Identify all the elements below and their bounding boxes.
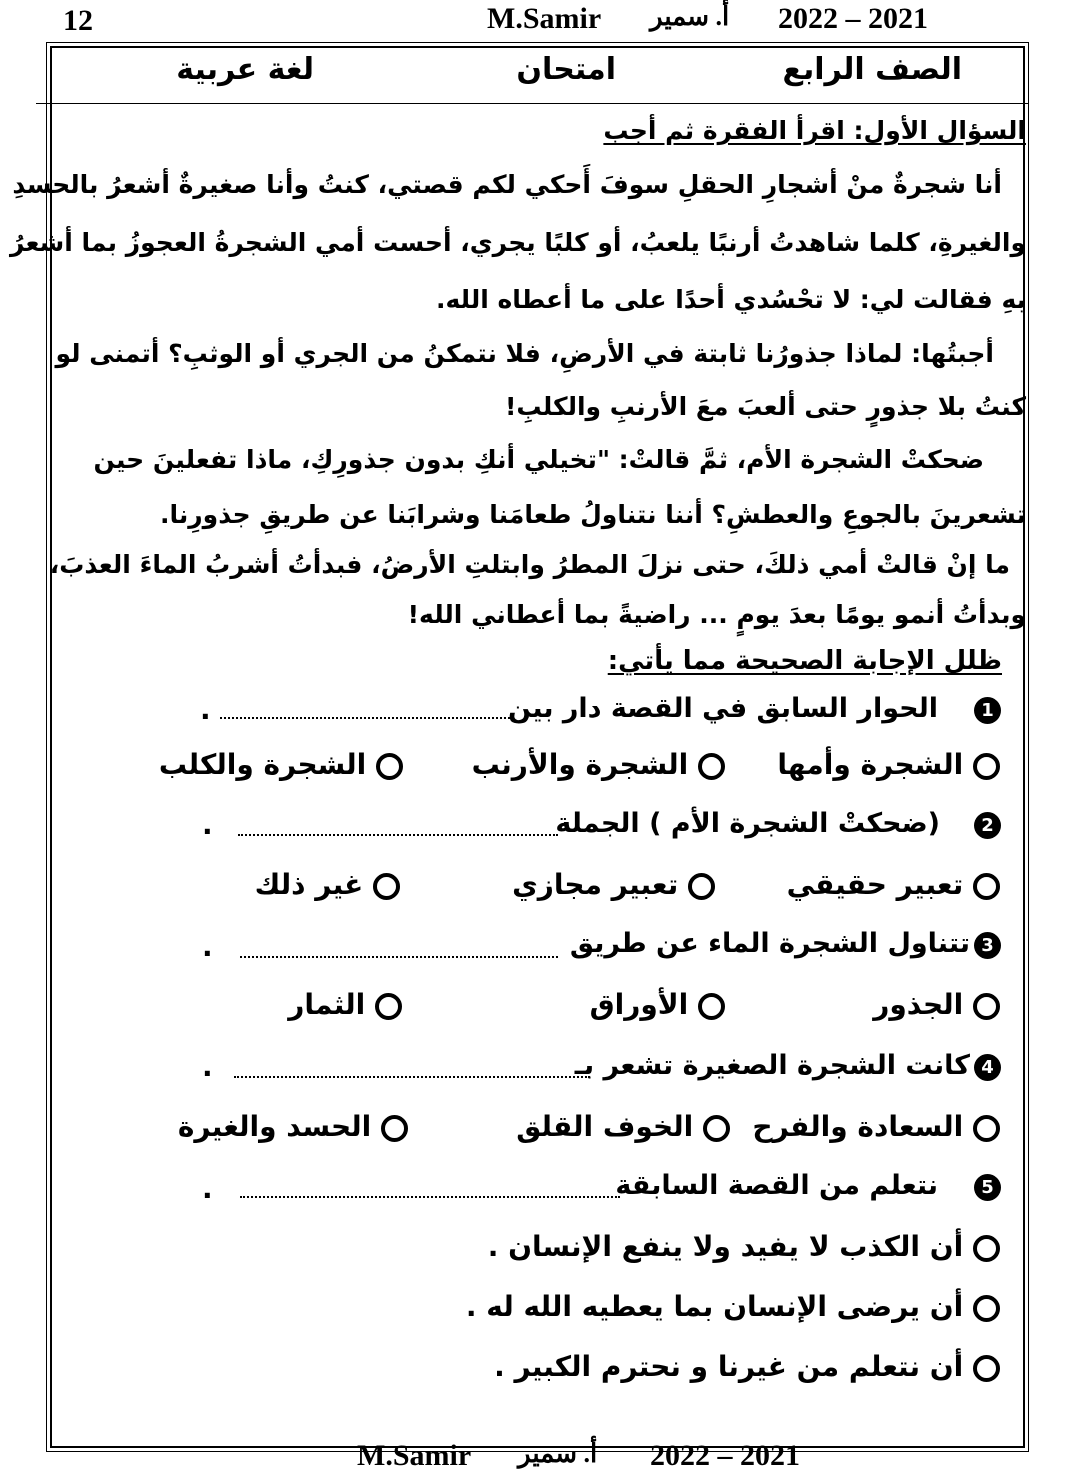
option-radio[interactable]: الشجرة وأمها <box>777 748 1000 781</box>
option-radio[interactable]: الثمار <box>288 988 402 1021</box>
question-text: تتناول الشجرة الماء عن طريق <box>569 928 970 959</box>
title-divider <box>36 103 1029 104</box>
passage-line: كنتُ بلا جذورٍ حتى ألعبَ معَ الأرنبِ والكلبِ! <box>504 392 1026 421</box>
passage-line: والغيرةِ، كلما شاهدتُ أرنبًا يلعبُ، أو كلبًا يجري، أحست أمي الشجرةُ العجوزُ بما أشعرُ <box>9 228 1026 257</box>
option-radio[interactable]: الحسد والغيرة <box>178 1110 408 1143</box>
passage-line: ما إنْ قالتْ أمي ذلكَ، حتى نزلَ المطرُ وابتلتِ الأرضُ، فبدأتُ أشربُ الماءَ العذبَ، <box>49 550 1010 579</box>
radio-circle-icon[interactable] <box>973 873 1000 900</box>
passage-line: أجبتُها: لماذا جذورُنا ثابتة في الأرضِ، فلا نتمكنُ من الجري أو الوثبِ؟ أتمنى لو <box>55 339 994 368</box>
option-radio[interactable]: أن يرضى الإنسان بما يعطيه الله له . <box>466 1290 1000 1323</box>
question-number: 5 <box>974 1174 1001 1201</box>
radio-circle-icon[interactable] <box>973 1115 1000 1142</box>
option-radio[interactable]: الخوف القلق <box>516 1110 730 1143</box>
footer-author-arabic: أ. سمير <box>518 1439 598 1468</box>
grade-title: الصف الرابع <box>782 52 962 87</box>
option-radio[interactable]: تعبير حقيقي <box>787 868 1000 901</box>
option-radio[interactable]: تعبير مجازي <box>512 868 715 901</box>
passage-line: بهِ فقالت لي: لا تحْسُدي أحدًا على ما أعطاه الله. <box>436 285 1026 314</box>
instruction: ظلل الإجابة الصحيحة مما يأتي: <box>607 646 1002 676</box>
radio-circle-icon[interactable] <box>373 873 400 900</box>
option-radio[interactable]: أن نتعلم من غيرنا و نحترم الكبير . <box>494 1350 1000 1383</box>
radio-circle-icon[interactable] <box>698 993 725 1020</box>
question-number: 2 <box>974 812 1001 839</box>
option-radio[interactable]: الشجرة والكلب <box>159 748 403 781</box>
footer-year: 2022 – 2021 <box>650 1439 800 1472</box>
end-dot: . <box>202 1050 213 1083</box>
passage-line: تشعرينَ بالجوعِ والعطشِ؟ أننا نتناولُ طعامَنا وشرابَنا عن طريقِ جذورِنا. <box>159 500 1026 529</box>
answer-dotted-line <box>238 834 558 836</box>
question-text: نتعلم من القصة السابقة <box>615 1170 938 1201</box>
radio-circle-icon[interactable] <box>973 993 1000 1020</box>
radio-circle-icon[interactable] <box>688 873 715 900</box>
header-author-latin: M.Samir <box>487 2 602 35</box>
radio-circle-icon[interactable] <box>973 753 1000 780</box>
answer-dotted-line <box>220 717 510 719</box>
radio-circle-icon[interactable] <box>973 1295 1000 1322</box>
option-radio[interactable]: غير ذلك <box>255 868 400 901</box>
question-number: 3 <box>974 932 1001 959</box>
end-dot: . <box>202 930 213 963</box>
radio-circle-icon[interactable] <box>703 1115 730 1142</box>
question-text: كانت الشجرة الصغيرة تشعر بـ <box>574 1050 970 1081</box>
radio-circle-icon[interactable] <box>973 1235 1000 1262</box>
footer-author-latin: M.Samir <box>357 1439 472 1472</box>
subject-title: لغة عربية <box>176 52 314 87</box>
radio-circle-icon[interactable] <box>375 993 402 1020</box>
passage-line: ضحكتْ الشجرة الأم، ثمَّ قالتْ: "تخيلي أنكِ بدون جذورِكِ، ماذا تفعلينَ حين <box>93 445 984 474</box>
answer-dotted-line <box>240 1196 620 1198</box>
passage-line: أنا شجرةٌ منْ أشجارِ الحقلِ سوفَ أَحكي لكم قصتي، كنتُ وأنا صغيرةٌ أشعرُ بالحسدِ <box>12 170 1002 199</box>
end-dot: . <box>202 1172 213 1205</box>
option-radio[interactable]: الجذور <box>873 988 1000 1021</box>
header-author-arabic: أ. سمير <box>650 2 730 31</box>
question-number: 1 <box>974 697 1001 724</box>
option-radio[interactable]: الأوراق <box>590 988 725 1021</box>
exam-title: امتحان <box>516 52 616 87</box>
answer-dotted-line <box>234 1076 590 1078</box>
answer-dotted-line <box>240 956 558 958</box>
option-radio[interactable]: أن الكذب لا يفيد ولا ينفع الإنسان . <box>488 1230 1000 1263</box>
radio-circle-icon[interactable] <box>698 753 725 780</box>
header-year: 2022 – 2021 <box>778 2 928 35</box>
question-text: الحوار السابق في القصة دار بين <box>508 693 938 724</box>
question1-title: السؤال الأول: اقرأ الفقرة ثم أجب <box>603 116 1026 145</box>
radio-circle-icon[interactable] <box>973 1355 1000 1382</box>
page-number: 12 <box>63 4 93 37</box>
end-dot: . <box>200 693 211 726</box>
option-radio[interactable]: الشجرة والأرنب <box>472 748 725 781</box>
radio-circle-icon[interactable] <box>381 1115 408 1142</box>
end-dot: . <box>202 808 213 841</box>
passage-line: وبدأتُ أنمو يومًا بعدَ يومٍ ... راضيةً بما أعطاني الله! <box>407 600 1026 629</box>
option-radio[interactable]: السعادة والفرح <box>752 1110 1000 1143</box>
radio-circle-icon[interactable] <box>376 753 403 780</box>
question-number: 4 <box>974 1054 1001 1081</box>
question-text: (ضحكتْ الشجرة الأم ) الجملة <box>555 808 940 839</box>
